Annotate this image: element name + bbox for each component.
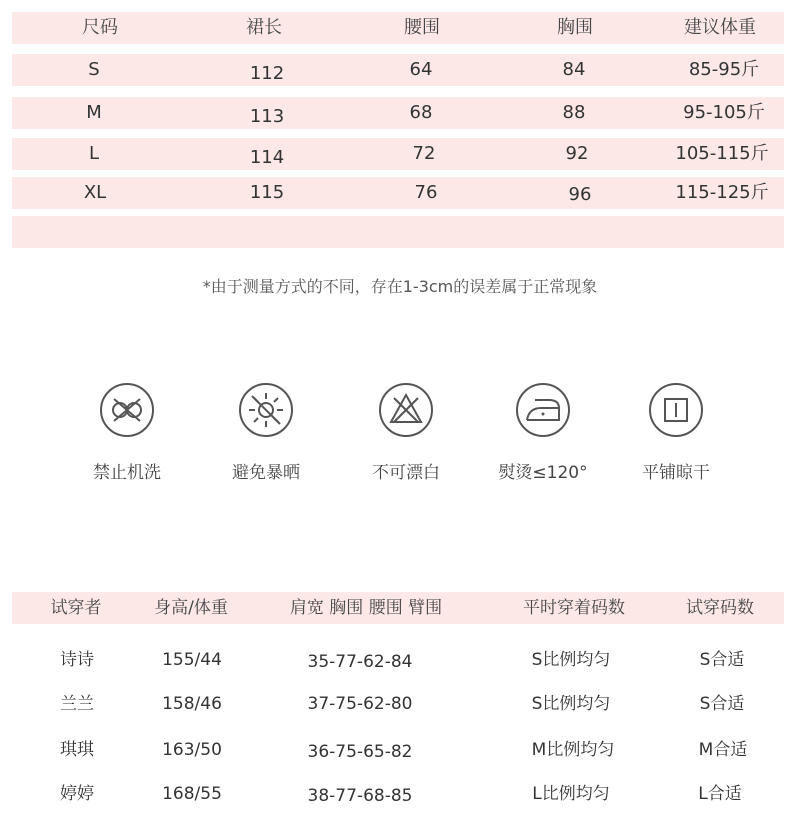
measurements: 37-75-62-80 xyxy=(307,694,413,714)
table-row xyxy=(12,688,784,720)
care-item-iron xyxy=(488,380,598,483)
length-cell: 115 xyxy=(249,182,285,203)
size-cell: XL xyxy=(83,182,107,203)
table-row xyxy=(12,177,784,209)
header-weight: 建议体重 xyxy=(684,17,756,38)
waist-cell: 64 xyxy=(409,59,433,80)
header-tester: 试穿者 xyxy=(50,598,102,618)
care-item-no-machine-wash xyxy=(72,380,182,483)
length-cell: 112 xyxy=(249,63,285,84)
care-item-avoid-sun xyxy=(211,380,321,483)
measurements: 35-77-62-84 xyxy=(307,652,413,672)
header-measurements: 肩宽 胸围 腰围 臂围 xyxy=(289,598,443,618)
bust-cell: 96 xyxy=(568,184,592,205)
no-machine-wash-icon xyxy=(97,380,157,440)
care-label: 避免暴晒 xyxy=(232,463,300,483)
header-usual-size: 平时穿着码数 xyxy=(523,598,625,618)
length-cell: 114 xyxy=(249,147,285,168)
no-bleach-icon xyxy=(376,380,436,440)
care-label: 不可漂白 xyxy=(372,463,440,483)
trial-size: S合适 xyxy=(699,650,745,670)
size-table-header xyxy=(12,12,784,44)
trial-size: L合适 xyxy=(698,784,742,804)
header-length: 裙长 xyxy=(246,17,282,38)
tester-name: 琪琪 xyxy=(60,740,94,760)
header-bust: 胸围 xyxy=(557,17,593,38)
usual-size: S比例均匀 xyxy=(531,650,611,670)
usual-size: L比例均匀 xyxy=(532,784,610,804)
measurement-note: *由于测量方式的不同，存在1-3cm的误差属于正常现象 xyxy=(202,277,598,296)
care-item-line-dry xyxy=(621,380,731,483)
weight-cell: 85-95斤 xyxy=(688,59,760,80)
size-cell: L xyxy=(88,143,100,164)
fitting-table-header xyxy=(12,592,784,624)
avoid-sun-icon xyxy=(236,380,296,440)
tester-name: 婷婷 xyxy=(60,784,94,804)
care-label: 禁止机洗 xyxy=(93,463,161,483)
bust-cell: 92 xyxy=(565,143,589,164)
table-row xyxy=(12,97,784,129)
weight-cell: 95-105斤 xyxy=(683,102,765,123)
usual-size: S比例均匀 xyxy=(531,694,611,714)
table-row xyxy=(12,734,784,766)
bust-cell: 84 xyxy=(562,59,586,80)
height-weight: 168/55 xyxy=(162,784,222,804)
weight-cell: 115-125斤 xyxy=(675,182,769,203)
waist-cell: 72 xyxy=(412,143,436,164)
trial-size: M合适 xyxy=(698,740,748,760)
table-empty-row xyxy=(12,216,784,248)
iron-icon xyxy=(513,380,573,440)
size-cell: S xyxy=(88,59,100,80)
line-dry-icon xyxy=(646,380,706,440)
table-row xyxy=(12,138,784,170)
table-row xyxy=(12,778,784,810)
care-item-no-bleach xyxy=(351,380,461,483)
size-cell: M xyxy=(86,102,102,123)
height-weight: 163/50 xyxy=(162,740,222,760)
care-label: 熨烫≤120° xyxy=(498,463,588,483)
height-weight: 158/46 xyxy=(162,694,222,714)
tester-name: 兰兰 xyxy=(60,694,94,714)
header-waist: 腰围 xyxy=(404,17,440,38)
tester-name: 诗诗 xyxy=(60,650,94,670)
trial-size: S合适 xyxy=(699,694,745,714)
header-size: 尺码 xyxy=(82,17,118,38)
length-cell: 113 xyxy=(249,106,285,127)
weight-cell: 105-115斤 xyxy=(675,143,769,164)
height-weight: 155/44 xyxy=(162,650,222,670)
waist-cell: 68 xyxy=(409,102,433,123)
measurements: 36-75-65-82 xyxy=(307,742,413,762)
care-label: 平铺晾干 xyxy=(642,463,710,483)
table-row xyxy=(12,644,784,676)
usual-size: M比例均匀 xyxy=(531,740,615,760)
header-trial-size: 试穿码数 xyxy=(686,598,754,618)
table-row xyxy=(12,54,784,86)
waist-cell: 76 xyxy=(414,182,438,203)
measurements: 38-77-68-85 xyxy=(307,786,413,806)
bust-cell: 88 xyxy=(562,102,586,123)
header-height-weight: 身高/体重 xyxy=(154,598,228,618)
